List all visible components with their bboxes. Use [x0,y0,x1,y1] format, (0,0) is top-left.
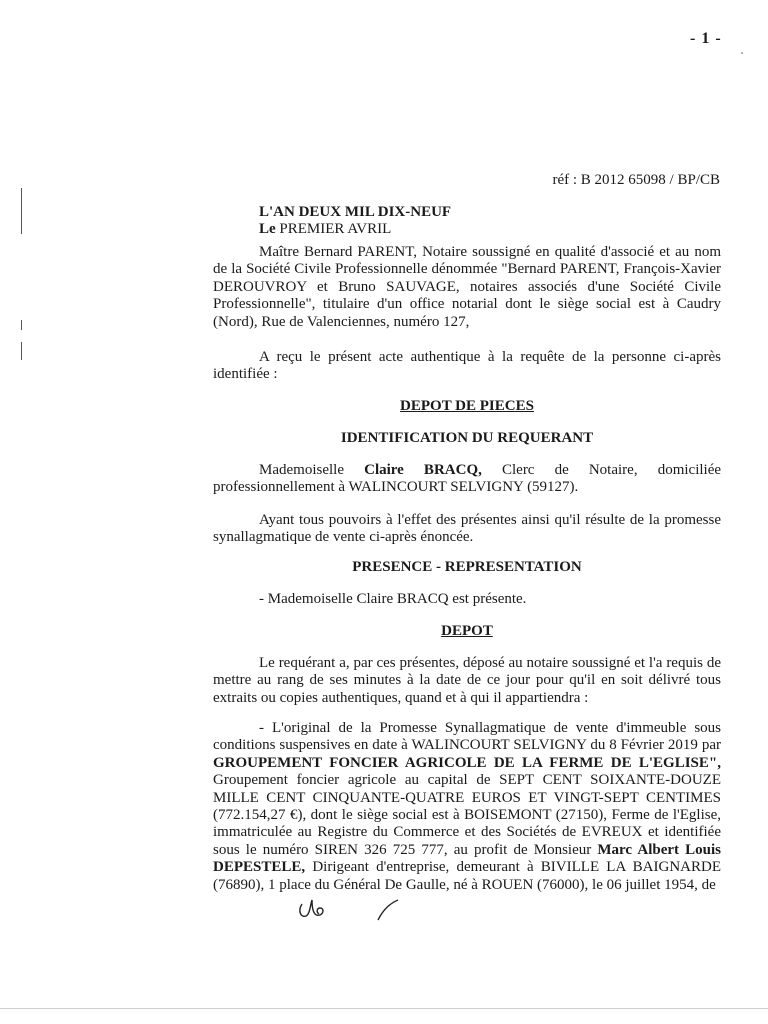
margin-mark [21,320,22,330]
pouvoirs-paragraph: Ayant tous pouvoirs à l'effet des présentes ainsi qu'il résulte de la promesse synallagmatique de vente ci-après énoncée. [213,512,721,546]
section-title-presence: PRESENCE - REPRESENTATION [352,559,582,575]
beneficiary-name: Marc Albert Louis DEPESTELE, [213,841,721,876]
section-title-depot [213,623,721,640]
intro-paragraph: Maître Bernard PARENT, Notaire soussigné en qualité d'associé et au nom de la Société Civile Professionnelle dénommée "Bernard PARENT, François-Xavier DEROUVROY et Bruno SAUVAGE, notaires associés d'une Société Civile Professionnelle", titulaire d'un office notarial dont le siège social est à Caudry (Nord), Rue de Valenciennes, numéro 127, [213,244,721,330]
entity-name: GROUPEMENT FONCIER AGRICOLE DE LA FERME DE L'EGLISE", [213,754,721,771]
page-number: - 1 - [690,30,722,47]
depot-paragraph: Le requérant a, par ces présentes, déposé au notaire soussigné et l'a requis de mettre au rang de ses minutes à la date de ce jour pour qu'il en soit délivré tous extraits ou copies authentiques, quand et à qui il appartiendra : [213,655,721,706]
presence-line: - Mademoiselle Claire BRACQ est présente. [259,591,527,607]
section-title-depot-pieces-text: DEPOT DE PIECES [400,398,534,414]
final-paragraph [213,720,721,894]
received-paragraph: A reçu le présent acte authentique à la requête de la personne ci-après identifiée : [213,349,721,383]
bottom-rule [0,1008,768,1009]
section-title-identification: IDENTIFICATION DU REQUERANT [340,430,594,446]
scan-dot [741,52,743,54]
final-part3: Dirigeant d'entreprise, demeurant à BIVILLE LA BAIGNARDE (76890), 1 place du Général De Gaulle, né à ROUEN (76000), le 06 juillet 1954, de [213,859,722,893]
margin-mark [21,188,22,234]
year-line: L'AN DEUX MIL DIX-NEUF [259,204,452,220]
reference-number: réf : B 2012 65098 / BP/CB [552,172,720,188]
requerant-name: Claire BRACQ, [364,462,482,478]
requerant-paragraph [213,462,721,497]
date-le: Le [259,221,276,237]
requerant-rest: Clerc de Notaire, domiciliée professionnellement à WALINCOURT SELVIGNY (59127). [213,462,722,496]
date-line [259,221,391,238]
requerant-prefix: Mademoiselle [259,462,344,478]
section-title-depot-text: DEPOT [441,623,493,639]
final-part1: - L'original de la Promesse Synallagmatique de vente d'immeuble sous conditions suspensives en date à WALINCOURT SELVIGNY du 8 Février 2019 par [213,720,721,754]
initials-signature [290,890,410,930]
margin-mark [21,342,22,360]
section-title-depot-pieces [213,398,721,415]
date-day-month: PREMIER AVRIL [279,221,392,237]
final-part2: Groupement foncier agricole au capital de SEPT CENT SOIXANTE-DOUZE MILLE CENT CINQUANTE-QUATRE EUROS ET VINGT-SEPT CENTIMES (772.154,27 €), dont le siège social est à BOISEMONT (27150), Ferme de l'Eglise, immatriculée au Registre du Commerce et des Sociétés de EVREUX et identifiée sous le numéro SIREN 326 725 777, au profit de Monsieur [213,772,721,858]
